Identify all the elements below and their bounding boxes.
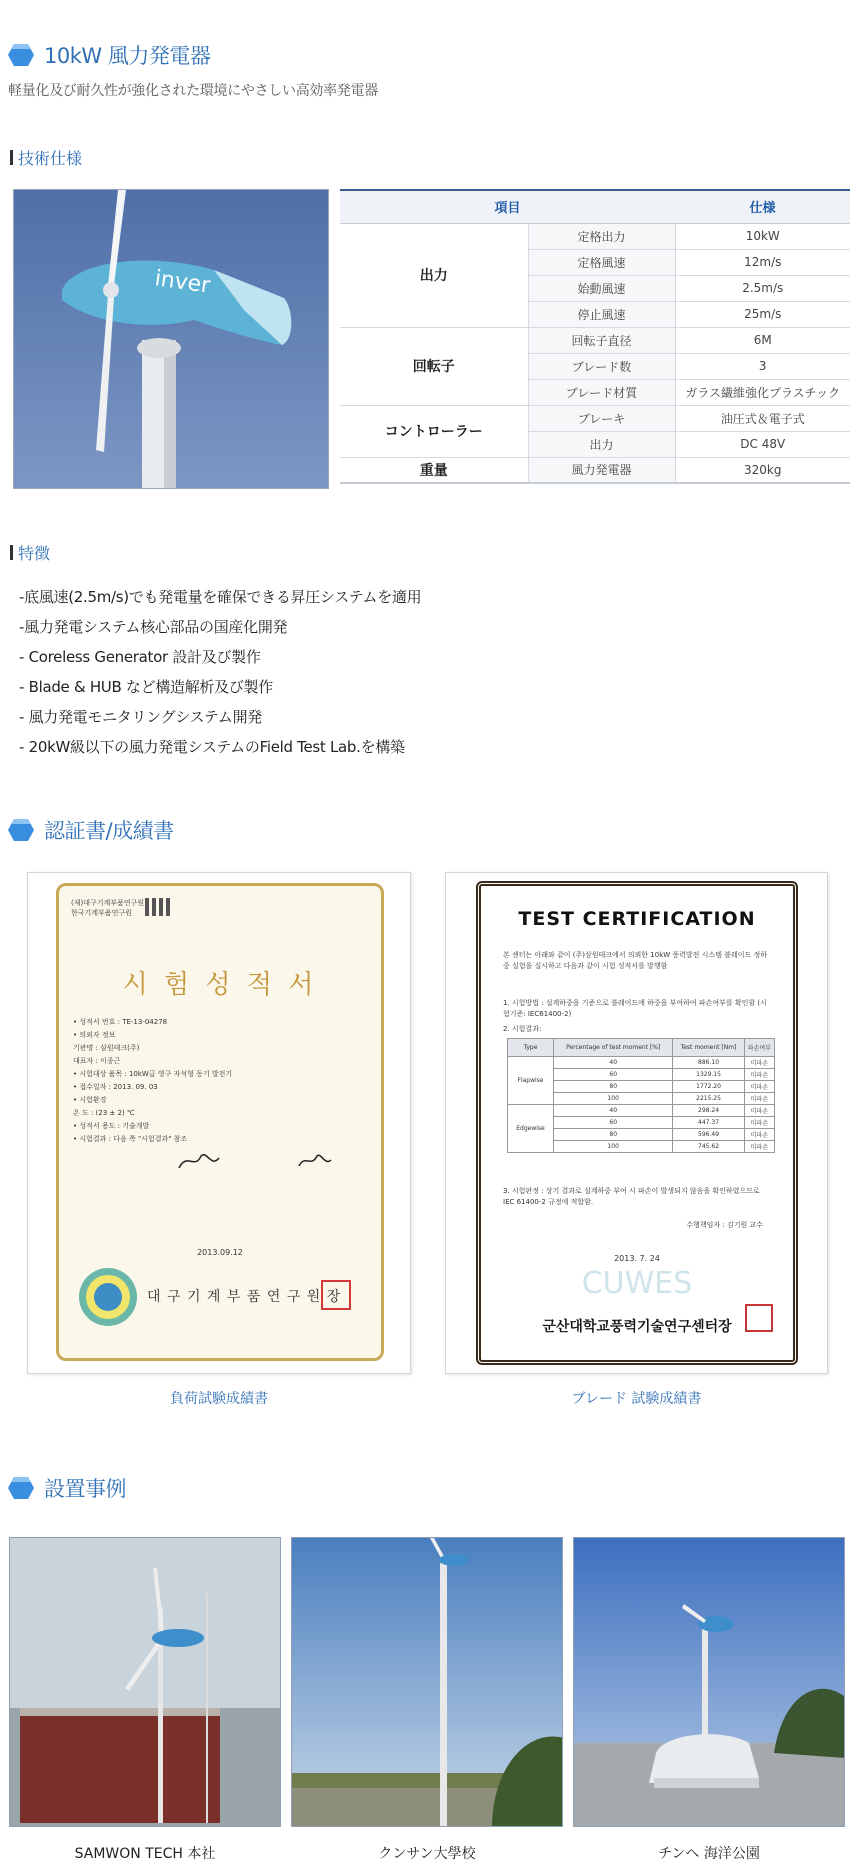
section-heading-features: [10, 541, 50, 564]
hexagon-icon: [8, 43, 34, 67]
cert-cell: 미파손: [744, 1105, 774, 1117]
page-title: 10kW 風力発電器: [44, 44, 211, 68]
load-test-certificate[interactable]: [27, 872, 411, 1374]
row-value: 2.5m/s: [675, 275, 850, 301]
cert-cell: 미파손: [744, 1117, 774, 1129]
cert-cell: 미파손: [744, 1069, 774, 1081]
list-item: -底風速(2.5m/s)でも発電量を確保できる昇圧システムを適用: [19, 588, 422, 606]
turbine-brand-text: inver: [153, 266, 212, 299]
install-caption: チンヘ 海洋公園: [658, 1846, 760, 1862]
row-item: ブレーキ: [528, 405, 675, 431]
install-photo-jinhae[interactable]: [573, 1537, 845, 1827]
row-value: 6M: [675, 327, 850, 353]
cert-cell: 40: [554, 1057, 673, 1069]
cert-cell: 60: [554, 1117, 673, 1129]
section-heading-certs: [8, 815, 174, 845]
row-value: DC 48V: [675, 431, 850, 457]
cert-field: • 의뢰자 정보: [73, 1031, 116, 1039]
row-item: 回転子直径: [528, 327, 675, 353]
red-stamp-icon: [321, 1280, 351, 1310]
header-spec: 仕様: [675, 190, 850, 223]
section-title: 技術仕様: [18, 149, 83, 168]
list-item: - 風力発電モニタリングシステム開発: [19, 708, 262, 726]
cert-issuer: 대 구 기 계 부 품 연 구 원 장: [147, 1289, 342, 1305]
cert-cell: 미파손: [744, 1093, 774, 1105]
cert-table-header: 파손여부: [744, 1039, 774, 1057]
section-heading-installs: [8, 1473, 126, 1503]
cert-logo-icon: [143, 896, 173, 918]
spec-table-header: [340, 190, 850, 223]
heading-bar: [10, 545, 13, 560]
table-row: [340, 457, 850, 483]
load-test-caption[interactable]: 負荷試験成績書: [170, 1391, 268, 1407]
cert-judgement: 3. 시험판정 : 상기 결과로 설계하중 부여 시 파손이 발생되지 않음을 확인하였으므로 IEC 61400-2 규정에 적합함.: [503, 1187, 760, 1206]
cert-field: • 시험결과 : 다음 쪽 "시험결과" 참조: [73, 1135, 188, 1143]
install-photo-samwon[interactable]: [9, 1537, 281, 1827]
cert-method: 1. 시험방법 : 설계하중을 기준으로 블레이드에 하중을 부여하여 파손여부를 확인함 (시험기준: IEC61400-2): [503, 999, 767, 1018]
cert-result-label: 2. 시험결과:: [503, 1025, 542, 1033]
cert-table-header: Percentage of test moment [%]: [554, 1039, 673, 1057]
cert-seal-icon: [77, 1266, 139, 1328]
cert-cell: 596.49: [673, 1129, 744, 1141]
row-value: 320kg: [675, 457, 850, 483]
cert-date: 2013.09.12: [197, 1248, 243, 1257]
cert-field: • 성적서 용도 : 기술개발: [73, 1122, 150, 1130]
row-value: 12m/s: [675, 249, 850, 275]
spec-table: [340, 189, 850, 484]
turbine-photo: [13, 189, 329, 489]
row-item: ブレード材質: [528, 379, 675, 405]
row-item: 風力発電器: [528, 457, 675, 483]
cert-cell: 1329.15: [673, 1069, 744, 1081]
hexagon-icon: [8, 1476, 34, 1500]
install-caption: クンサン大學校: [378, 1846, 476, 1862]
cert-intro: 본 센터는 아래와 같이 (주)삼원테크에서 의뢰한 10kW 풍력발전 시스템 블레이드 정하중 실험을 실시하고 다음과 같이 시험 성적서를 발행함: [503, 951, 767, 970]
page-subtitle: 軽量化及び耐久性が強化された環境にやさしい高効率発電器: [8, 83, 378, 99]
red-stamp-icon: [745, 1304, 773, 1332]
section-title: 特徴: [18, 544, 51, 563]
list-item: - Blade & HUB など構造解析及び製作: [19, 678, 273, 696]
heading-bar: [10, 150, 13, 165]
section-title: 認証書/成績書: [44, 819, 174, 843]
row-value: 10kW: [675, 223, 850, 249]
cert-cell: 100: [554, 1093, 673, 1105]
cert-table-group: Edgewise: [508, 1105, 554, 1153]
section-title: 設置事例: [44, 1477, 126, 1501]
row-item: 出力: [528, 431, 675, 457]
list-item: - 20kW級以下の風力発電システムのField Test Lab.を構築: [19, 738, 405, 756]
header-item: 項目: [340, 190, 675, 223]
cert-cell: 745.62: [673, 1141, 744, 1153]
cert-signatures: [109, 1148, 339, 1174]
cert-org-line2: 한국기계부품연구원: [71, 909, 132, 917]
cert-org-line1: (재)대구기계부품연구원: [71, 899, 145, 907]
cert-field: • 접수일자 : 2013. 09. 03: [73, 1083, 158, 1091]
blade-test-certificate[interactable]: [445, 872, 828, 1374]
cert-cell: 80: [554, 1129, 673, 1141]
row-value: 油圧式＆電子式: [675, 405, 850, 431]
group-output: 出力: [340, 223, 528, 327]
cert-cell: 886.10: [673, 1057, 744, 1069]
blade-test-caption[interactable]: ブレード 試験成績書: [571, 1391, 702, 1407]
cert-cell: 298.24: [673, 1105, 744, 1117]
group-controller: コントローラー: [340, 405, 528, 457]
cert-cell: 40: [554, 1105, 673, 1117]
table-row: [340, 327, 850, 353]
cert-title: TEST CERTIFICATION: [518, 908, 756, 930]
row-item: 始動風速: [528, 275, 675, 301]
cert-table-header: Type: [508, 1039, 554, 1057]
row-item: 定格出力: [528, 223, 675, 249]
feature-list: [19, 582, 421, 762]
cert-cell: 미파손: [744, 1081, 774, 1093]
install-photo-kunsan[interactable]: [291, 1537, 563, 1827]
row-item: 停止風速: [528, 301, 675, 327]
list-item: - Coreless Generator 設計及び製作: [19, 648, 261, 666]
cert-cell: 2215.25: [673, 1093, 744, 1105]
cert-cell: 미파손: [744, 1141, 774, 1153]
cert-date: 2013. 7. 24: [614, 1254, 660, 1263]
cert-cell: 1772.20: [673, 1081, 744, 1093]
cert-signer: 수행책임자 : 김기원 교수: [686, 1221, 763, 1229]
row-item: ブレード数: [528, 353, 675, 379]
hexagon-icon: [8, 818, 34, 842]
cert-cell: 447.37: [673, 1117, 744, 1129]
row-item: 定格風速: [528, 249, 675, 275]
section-heading-specs: [10, 146, 82, 169]
cert-field: 기관명 : 삼원테크(주): [73, 1044, 140, 1052]
group-weight: 重量: [340, 457, 528, 483]
cert-field: 온 도 : (23 ± 2) ℃: [73, 1109, 135, 1117]
cert-title: 시 험 성 적 서: [122, 970, 318, 1000]
row-value: 3: [675, 353, 850, 379]
cert-watermark: CUWES: [581, 1266, 693, 1301]
page-header: [8, 40, 210, 70]
row-value: 25m/s: [675, 301, 850, 327]
table-row: [340, 223, 850, 249]
cert-field: • 시험환경: [73, 1096, 107, 1104]
row-value: ガラス繊維強化プラスチック: [675, 379, 850, 405]
install-caption: SAMWON TECH 本社: [74, 1846, 216, 1862]
cert-cell: 100: [554, 1141, 673, 1153]
cert-cell: 미파손: [744, 1129, 774, 1141]
cert-result-table: [507, 1038, 775, 1153]
table-row: [340, 405, 850, 431]
group-rotor: 回転子: [340, 327, 528, 405]
cert-table-header: Test moment [Nm]: [673, 1039, 744, 1057]
list-item: -風力発電システム核心部品の国産化開発: [19, 618, 288, 636]
cert-field: 대표자 : 이종근: [73, 1057, 121, 1065]
cert-field: • 시험대상 품목 : 10kW급 영구 자석형 동기 발전기: [73, 1070, 233, 1078]
cert-table-group: Flapwise: [508, 1057, 554, 1105]
cert-cell: 60: [554, 1069, 673, 1081]
cert-cell: 80: [554, 1081, 673, 1093]
cert-cell: 미파손: [744, 1057, 774, 1069]
cert-issuer: 군산대학교풍력기술연구센터장: [542, 1319, 732, 1335]
cert-field: • 성적서 번호 : TE-13-04278: [73, 1018, 168, 1026]
